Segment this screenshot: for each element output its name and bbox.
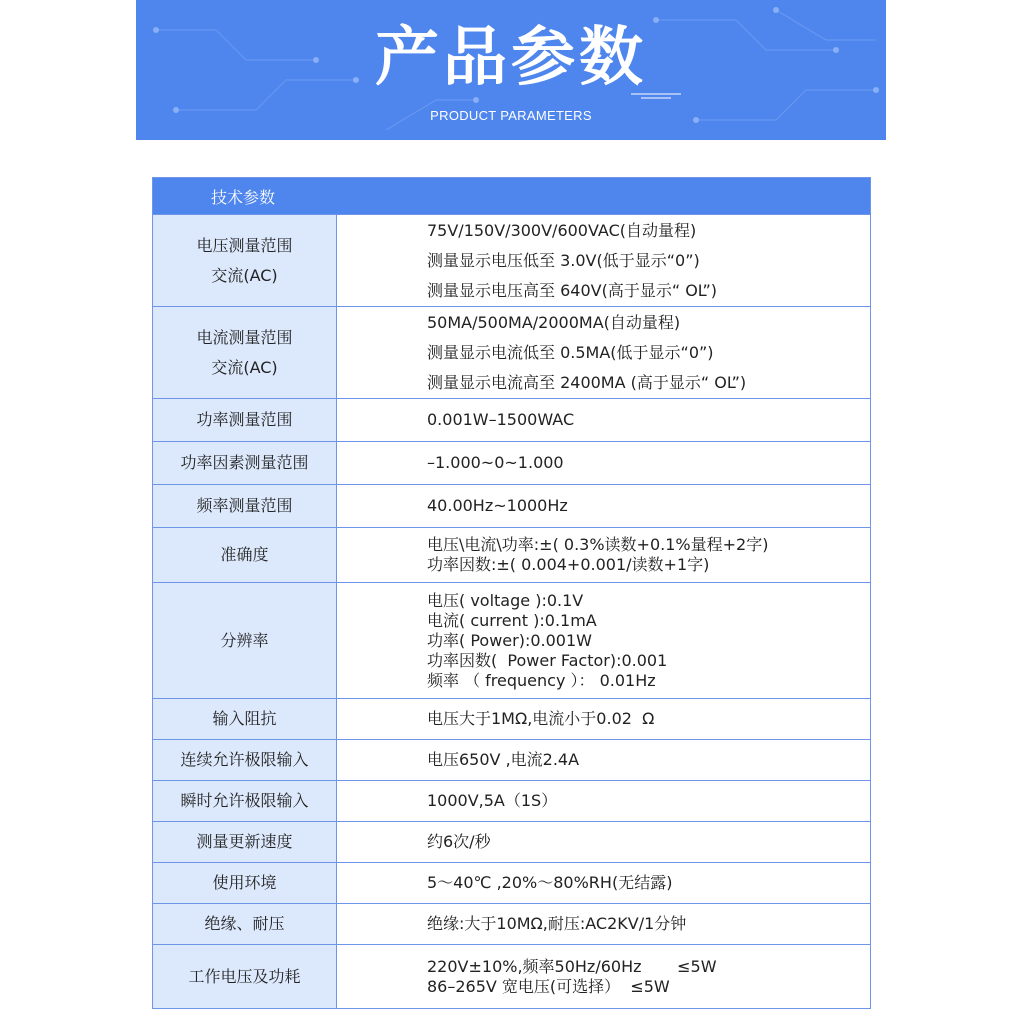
parameter-value-line: 电流( current ):0.1mA bbox=[427, 610, 597, 630]
parameter-label-line: 使用环境 bbox=[212, 873, 277, 892]
parameter-label bbox=[153, 904, 337, 945]
parameter-label bbox=[153, 485, 337, 528]
parameter-label-line: 工作电压及功耗 bbox=[188, 966, 301, 986]
table-row bbox=[153, 307, 871, 399]
parameter-label bbox=[153, 399, 337, 442]
table-row bbox=[153, 863, 871, 904]
parameter-value bbox=[337, 945, 871, 1009]
parameter-value-line: 0.001W–1500WAC bbox=[427, 410, 575, 429]
table-row bbox=[153, 904, 871, 945]
parameter-value-line: 电压大于1MΩ,电流小于0.02 Ω bbox=[427, 709, 655, 728]
parameter-label bbox=[153, 863, 337, 904]
parameter-label-line: 连续允许极限输入 bbox=[180, 750, 309, 769]
parameter-value-line: 电压650V ,电流2.4A bbox=[427, 750, 580, 769]
parameter-value-line: 绝缘:大于10MΩ,耐压:AC2KV/1分钟 bbox=[427, 914, 687, 933]
banner-title: 产品参数 bbox=[375, 21, 647, 95]
table-row bbox=[153, 781, 871, 822]
parameter-label-line: 电流测量范围 bbox=[196, 327, 293, 347]
parameter-value bbox=[337, 583, 871, 699]
parameter-value bbox=[337, 863, 871, 904]
parameter-value bbox=[337, 399, 871, 442]
table-row bbox=[153, 945, 871, 1009]
parameter-value-line: 电压( voltage ):0.1V bbox=[427, 590, 584, 610]
parameter-label-line: 交流(AC) bbox=[211, 265, 278, 285]
parameter-value bbox=[337, 904, 871, 945]
table-body bbox=[153, 215, 871, 1009]
parameter-label-line: 准确度 bbox=[220, 545, 269, 564]
parameter-label-line: 交流(AC) bbox=[211, 357, 278, 377]
parameters-table bbox=[152, 177, 871, 1009]
table-row bbox=[153, 822, 871, 863]
parameter-label-line: 电压测量范围 bbox=[196, 235, 293, 255]
parameter-value-line: 5～40℃ ,20%～80%RH(无结露) bbox=[427, 873, 673, 892]
parameter-value bbox=[337, 822, 871, 863]
parameter-label-line: 功率测量范围 bbox=[196, 410, 293, 429]
parameter-label-line: 频率测量范围 bbox=[196, 496, 293, 515]
parameter-value-line: 75V/150V/300V/600VAC(自动量程) bbox=[427, 220, 697, 240]
parameter-value bbox=[337, 215, 871, 307]
parameter-value bbox=[337, 740, 871, 781]
parameter-label bbox=[153, 442, 337, 485]
parameter-value-line: 测量显示电压高至 640V(高于显示“ OL”) bbox=[427, 280, 718, 300]
parameter-label-line: 输入阻抗 bbox=[212, 709, 277, 728]
table-header-row bbox=[153, 178, 871, 215]
parameter-value-line: 约6次/秒 bbox=[427, 832, 491, 851]
parameter-label-line: 分辨率 bbox=[220, 630, 269, 650]
parameter-value-line: 频率 （ frequency ）： 0.01Hz bbox=[427, 670, 656, 690]
parameter-value-line: 功率因数( Power Factor):0.001 bbox=[427, 650, 668, 670]
table-row bbox=[153, 485, 871, 528]
parameter-label-line: 测量更新速度 bbox=[196, 832, 293, 851]
parameter-value bbox=[337, 699, 871, 740]
parameter-value bbox=[337, 485, 871, 528]
parameter-value-line: 测量显示电流高至 2400MA (高于显示“ OL”) bbox=[427, 372, 747, 392]
parameter-label bbox=[153, 215, 337, 307]
parameter-value-line: 测量显示电流低至 0.5MA(低于显示“0”) bbox=[427, 342, 714, 362]
parameter-value-line: 220V±10%,频率50Hz/60Hz ≤5W bbox=[427, 956, 717, 976]
parameter-value-line: 1000V,5A（1S） bbox=[427, 791, 558, 810]
parameter-value bbox=[337, 442, 871, 485]
table-row bbox=[153, 442, 871, 485]
parameter-value-line: 40.00Hz~1000Hz bbox=[427, 496, 568, 515]
parameter-label bbox=[153, 307, 337, 399]
table-header: 技术参数 bbox=[153, 178, 871, 215]
banner-subtitle: PRODUCT PARAMETERS bbox=[430, 108, 592, 123]
parameter-label bbox=[153, 945, 337, 1009]
table-row bbox=[153, 215, 871, 307]
header-banner bbox=[136, 0, 886, 140]
parameter-value-line: 50MA/500MA/2000MA(自动量程) bbox=[427, 312, 681, 332]
parameter-value-line: 86–265V 宽电压(可选择） ≤5W bbox=[427, 976, 670, 996]
parameter-value bbox=[337, 307, 871, 399]
parameter-label bbox=[153, 822, 337, 863]
table-row bbox=[153, 528, 871, 583]
table-row bbox=[153, 699, 871, 740]
table-row bbox=[153, 740, 871, 781]
parameter-label-line: 绝缘、耐压 bbox=[204, 914, 285, 933]
parameter-label-line: 功率因素测量范围 bbox=[180, 453, 309, 472]
table-row bbox=[153, 399, 871, 442]
table-row bbox=[153, 583, 871, 699]
parameter-value-line: 功率因数:±( 0.004+0.001/读数+1字) bbox=[427, 555, 710, 574]
title-underline-decoration bbox=[631, 92, 681, 100]
parameter-label bbox=[153, 528, 337, 583]
parameter-value bbox=[337, 528, 871, 583]
parameter-value-line: 功率( Power):0.001W bbox=[427, 630, 592, 650]
parameter-label bbox=[153, 583, 337, 699]
parameter-value-line: 测量显示电压低至 3.0V(低于显示“0”) bbox=[427, 250, 700, 270]
parameter-label bbox=[153, 740, 337, 781]
parameter-value-line: –1.000~0~1.000 bbox=[427, 453, 564, 472]
parameter-label bbox=[153, 781, 337, 822]
parameter-label-line: 瞬时允许极限输入 bbox=[180, 791, 309, 810]
parameter-value-line: 电压\电流\功率:±( 0.3%读数+0.1%量程+2字) bbox=[427, 535, 769, 554]
parameter-label bbox=[153, 699, 337, 740]
parameter-value bbox=[337, 781, 871, 822]
